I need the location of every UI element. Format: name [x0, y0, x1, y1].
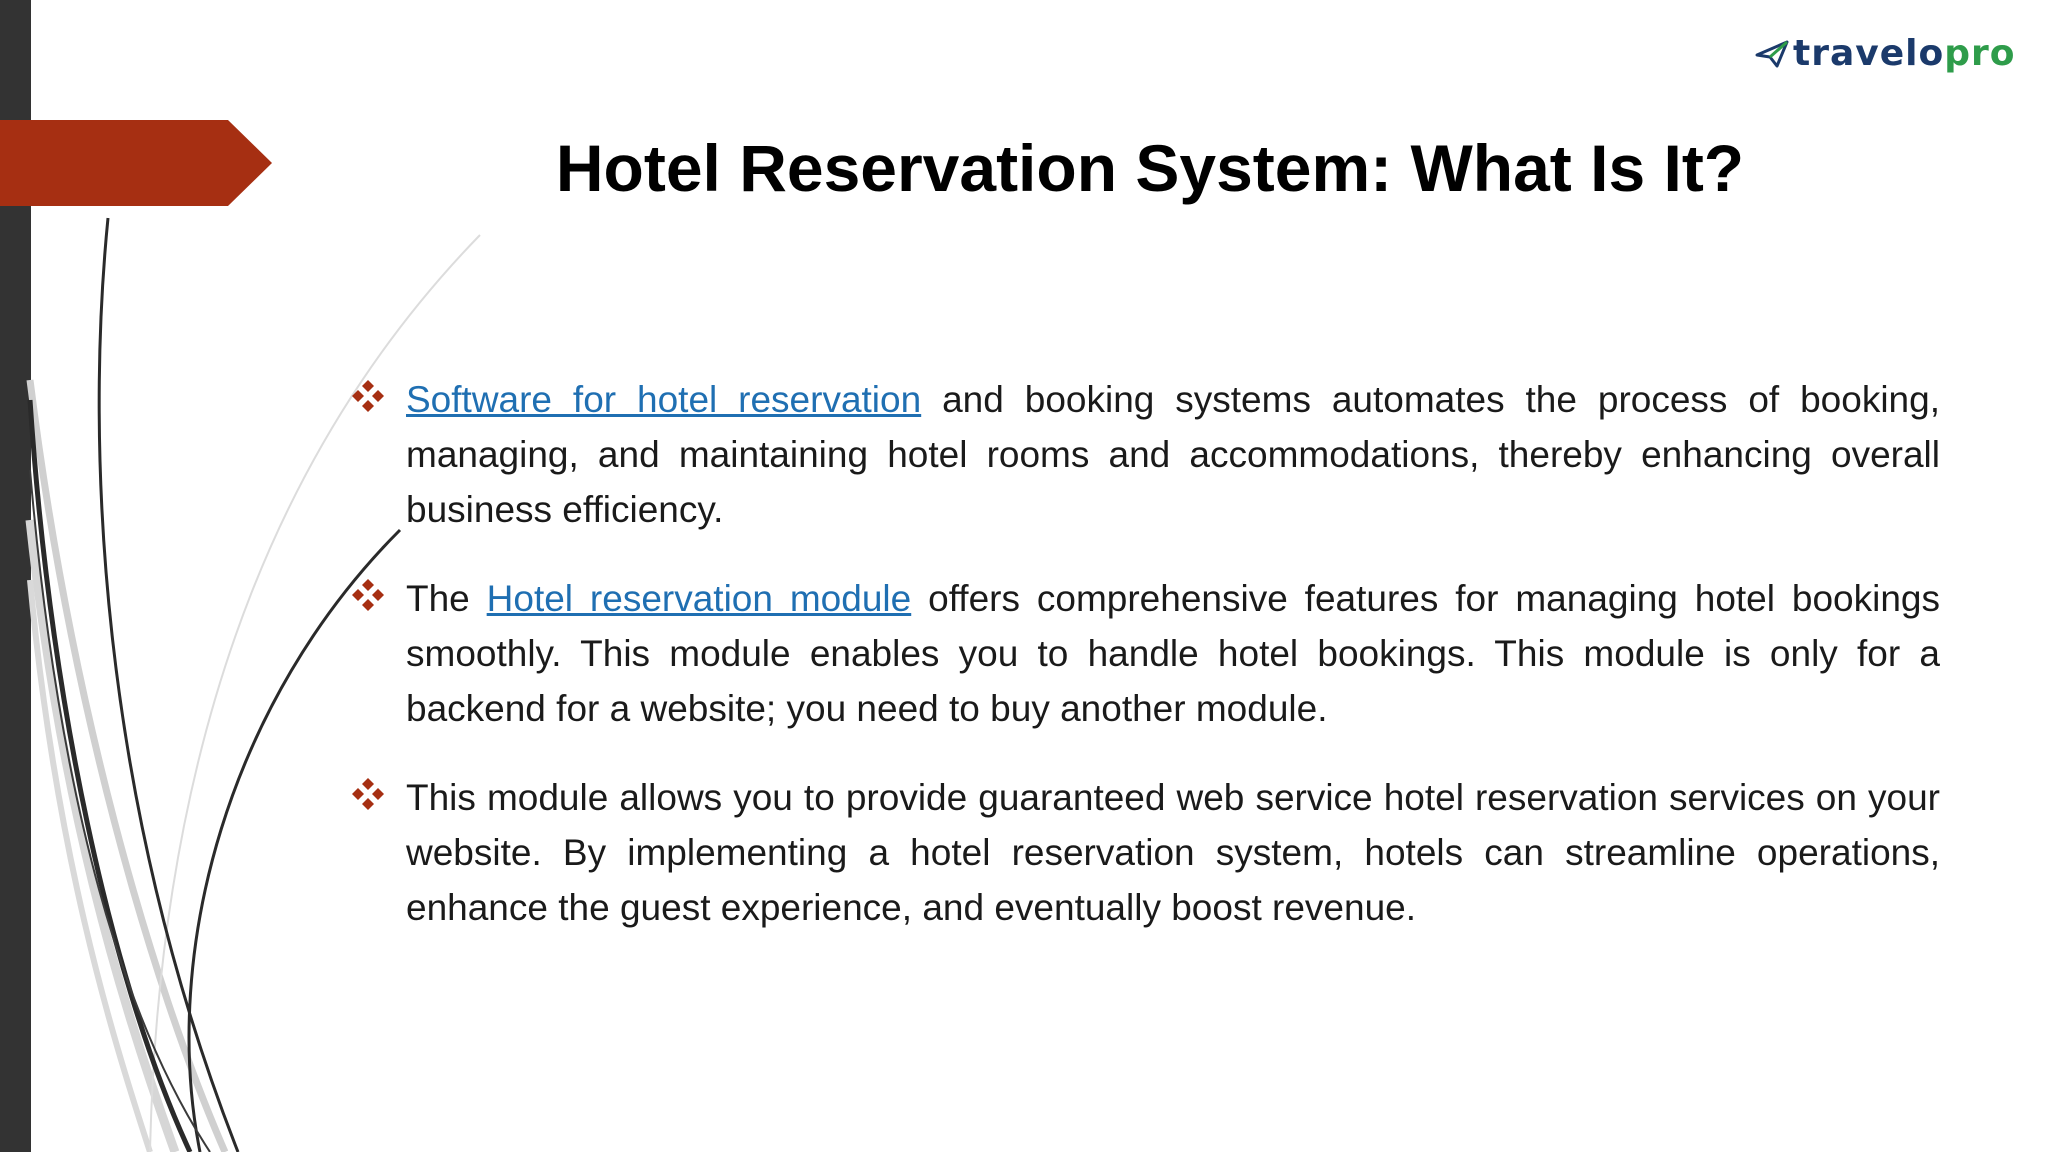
- bullet-text-before: The: [406, 578, 487, 619]
- bullet-item: [350, 571, 1940, 736]
- diamond-cluster-icon: [350, 577, 386, 613]
- bullet-text-after: and booking systems automates the process of booking, managing, and maintaining hotel rooms and accommodations, thereby enhancing overall business efficiency.: [406, 379, 1940, 530]
- page-title: Hotel Reservation System: What Is It?: [555, 131, 1745, 205]
- bullet-item: [350, 770, 1940, 935]
- logo-text-main: travelo: [1793, 33, 1945, 74]
- paper-plane-icon: [1755, 39, 1789, 69]
- software-hotel-reservation-link[interactable]: Software for hotel reservation: [406, 379, 922, 420]
- bullet-text: This module allows you to provide guaranteed web service hotel reservation services on your website. By implementing a hotel reservation system, hotels can streamline operations, enhance the guest experience, and eventually boost revenue.: [406, 777, 1940, 928]
- logo-text-accent: pro: [1944, 33, 2016, 74]
- diamond-cluster-icon: [350, 776, 386, 812]
- diamond-cluster-icon: [350, 378, 386, 414]
- bullet-text-after: offers comprehensive features for managing hotel bookings smoothly. This module enables you to handle hotel bookings. This module is only for a backend for a website; you need to buy another module.: [406, 578, 1940, 729]
- travelopro-logo: [1755, 32, 2025, 76]
- title-ribbon: [0, 120, 272, 206]
- hotel-reservation-module-link[interactable]: Hotel reservation module: [486, 578, 912, 619]
- bullet-item: [350, 372, 1940, 537]
- logo-wordmark: [1793, 32, 2015, 76]
- bullet-list: [350, 372, 1940, 969]
